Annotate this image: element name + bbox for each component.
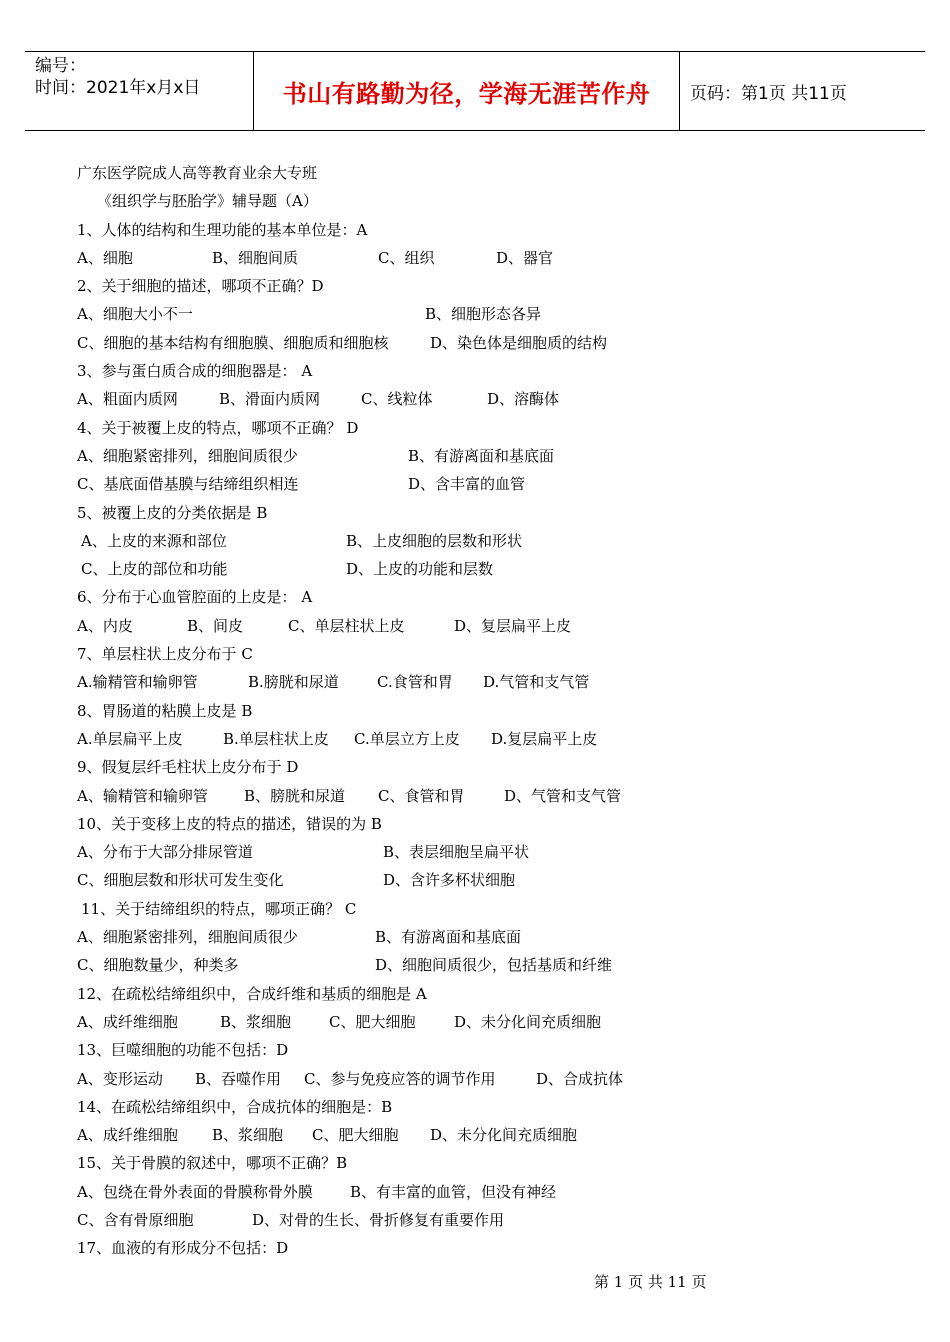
options-5ab <box>77 527 697 555</box>
options-7 <box>77 668 697 696</box>
option-6a: A、内皮 <box>77 616 133 635</box>
option-9a: A、输精管和输卵管 <box>77 786 208 805</box>
option-5a: A、上皮的来源和部位 <box>81 531 227 550</box>
option-10a: A、分布于大部分排尿管道 <box>77 843 253 862</box>
page-footer: 第 1 页 共 11 页 <box>594 1273 707 1291</box>
options-8 <box>77 725 697 753</box>
option-10b: B、表层细胞呈扁平状 <box>383 843 530 862</box>
question-9: 9、假复层纤毛柱状上皮分布于 D <box>77 758 299 777</box>
question-14: 14、在疏松结缔组织中，合成抗体的细胞是：B <box>77 1097 393 1116</box>
question-2: 2、关于细胞的描述，哪项不正确？D <box>77 277 324 296</box>
question-12: 12、在疏松结缔组织中，合成纤维和基质的细胞是 A <box>77 984 427 1003</box>
option-9b: B、膀胱和尿道 <box>244 786 346 805</box>
option-3c: C、线粒体 <box>361 390 433 409</box>
options-13 <box>77 1065 697 1093</box>
option-6b: B、间皮 <box>187 616 244 635</box>
option-15b: B、有丰富的血管，但没有神经 <box>350 1182 557 1201</box>
options-11ab <box>77 923 697 951</box>
question-7: 7、单层柱状上皮分布于 C <box>77 645 253 664</box>
options-5cd <box>77 555 697 583</box>
option-1b: B、细胞间质 <box>212 248 299 267</box>
option-7b: B.膀胱和尿道 <box>248 673 339 692</box>
option-13a: A、变形运动 <box>77 1069 163 1088</box>
header-table <box>25 51 925 131</box>
option-13b: B、吞噬作用 <box>195 1069 282 1088</box>
option-12d: D、未分化间充质细胞 <box>454 1012 602 1031</box>
option-4c: C、基底面借基膜与结缔组织相连 <box>77 475 299 494</box>
page-info: 页码：第1页 共11页 <box>690 83 847 104</box>
option-12c: C、肥大细胞 <box>329 1012 416 1031</box>
options-4cd <box>77 470 697 498</box>
header-right-cell <box>680 52 925 130</box>
option-5c: C、上皮的部位和功能 <box>81 560 228 579</box>
document-body <box>77 159 697 1263</box>
options-2ab <box>77 300 697 328</box>
option-14b: B、浆细胞 <box>212 1126 284 1145</box>
option-7a: A.输精管和输卵管 <box>77 673 198 692</box>
option-9c: C、食管和胃 <box>378 786 465 805</box>
option-3b: B、滑面内质网 <box>219 390 321 409</box>
options-15cd <box>77 1206 697 1234</box>
option-8b: B.单层柱状上皮 <box>223 729 329 748</box>
question-15: 15、关于骨膜的叙述中，哪项不正确？B <box>77 1154 348 1173</box>
option-11a: A、细胞紧密排列，细胞间质很少 <box>77 928 298 947</box>
options-4ab <box>77 442 697 470</box>
header-left-cell <box>25 52 254 130</box>
question-3: 3、参与蛋白质合成的细胞器是： A <box>77 362 313 381</box>
option-7d: D.气管和支气管 <box>483 673 590 692</box>
question-17: 17、血液的有形成分不包括：D <box>77 1239 289 1258</box>
exam-title: 《组织学与胚胎学》辅导题（A） <box>97 192 318 211</box>
option-8d: D.复层扁平上皮 <box>491 729 598 748</box>
option-5b: B、上皮细胞的层数和形状 <box>346 531 523 550</box>
options-15ab <box>77 1178 697 1206</box>
course-title: 广东医学院成人高等教育业余大专班 <box>77 164 318 182</box>
option-13c: C、参与免疫应答的调节作用 <box>304 1069 496 1088</box>
option-6c: C、单层柱状上皮 <box>288 616 405 635</box>
question-1: 1、人体的结构和生理功能的基本单位是：A <box>77 220 368 239</box>
options-6 <box>77 612 697 640</box>
option-4d: D、含丰富的血管 <box>408 475 526 494</box>
number-label: 编号： <box>35 56 86 76</box>
option-2d: D、染色体是细胞质的结构 <box>430 333 608 352</box>
option-13d: D、合成抗体 <box>536 1069 624 1088</box>
option-3d: D、溶酶体 <box>487 390 560 409</box>
option-11c: C、细胞数量少，种类多 <box>77 956 239 975</box>
options-11cd <box>77 951 697 979</box>
option-7c: C.食管和胃 <box>377 673 453 692</box>
option-11b: B、有游离面和基底面 <box>375 928 522 947</box>
option-10c: C、细胞层数和形状可发生变化 <box>77 871 284 890</box>
option-2c: C、细胞的基本结构有细胞膜、细胞质和细胞核 <box>77 333 389 352</box>
option-4b: B、有游离面和基底面 <box>408 446 555 465</box>
options-1 <box>77 244 697 272</box>
option-2b: B、细胞形态各异 <box>425 305 542 324</box>
options-10cd <box>77 866 697 894</box>
option-5d: D、上皮的功能和层数 <box>346 560 494 579</box>
option-14c: C、肥大细胞 <box>312 1126 399 1145</box>
option-11d: D、细胞间质很少，包括基质和纤维 <box>375 956 613 975</box>
option-10d: D、含许多杯状细胞 <box>383 871 516 890</box>
option-12b: B、浆细胞 <box>220 1012 292 1031</box>
question-13: 13、巨噬细胞的功能不包括：D <box>77 1041 289 1060</box>
option-15d: D、对骨的生长、骨折修复有重要作用 <box>252 1210 505 1229</box>
option-9d: D、气管和支气管 <box>504 786 622 805</box>
option-12a: A、成纤维细胞 <box>77 1012 178 1031</box>
question-5: 5、被覆上皮的分类依据是 B <box>77 503 268 522</box>
options-3 <box>77 385 697 413</box>
option-1a: A、细胞 <box>77 248 133 267</box>
option-2a: A、细胞大小不一 <box>77 305 193 324</box>
option-1d: D、器官 <box>496 248 554 267</box>
option-1c: C、组织 <box>378 248 435 267</box>
option-8a: A.单层扁平上皮 <box>77 729 183 748</box>
question-10: 10、关于变移上皮的特点的描述，错误的为 B <box>77 814 382 833</box>
option-15a: A、包绕在骨外表面的骨膜称骨外膜 <box>77 1182 313 1201</box>
options-12 <box>77 1008 697 1036</box>
header-center-cell <box>254 52 680 130</box>
options-14 <box>77 1121 697 1149</box>
option-14d: D、未分化间充质细胞 <box>430 1126 578 1145</box>
question-8: 8、胃肠道的粘膜上皮是 B <box>77 701 253 720</box>
question-6: 6、分布于心血管腔面的上皮是： A <box>77 588 313 607</box>
options-10ab <box>77 838 697 866</box>
options-9 <box>77 782 697 810</box>
option-14a: A、成纤维细胞 <box>77 1126 178 1145</box>
options-2cd <box>77 329 697 357</box>
question-11: 11、关于结缔组织的特点，哪项正确？ C <box>81 899 357 918</box>
option-6d: D、复层扁平上皮 <box>454 616 572 635</box>
option-3a: A、粗面内质网 <box>77 390 178 409</box>
option-15c: C、含有骨原细胞 <box>77 1210 194 1229</box>
question-4: 4、关于被覆上皮的特点，哪项不正确？ D <box>77 418 359 437</box>
motto-text: 书山有路勤为径，学海无涯苦作舟 <box>282 79 651 108</box>
option-8c: C.单层立方上皮 <box>354 729 460 748</box>
time-label: 时间：2021年x月x日 <box>35 78 201 98</box>
option-4a: A、细胞紧密排列，细胞间质很少 <box>77 446 298 465</box>
